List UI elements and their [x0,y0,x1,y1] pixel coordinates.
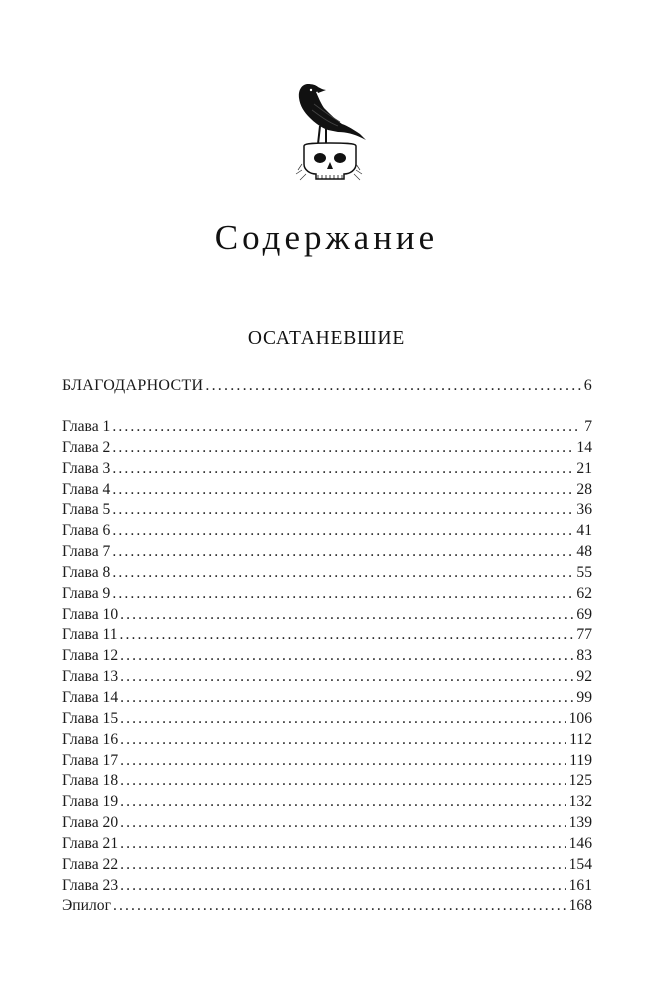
toc-chapters [62,417,592,917]
toc-entry[interactable] [62,771,592,792]
toc-entry-page: 106 [568,709,592,727]
toc-entry-page: 55 [576,563,592,581]
toc-entry-label: БЛАГОДАРНОСТИ [62,377,204,394]
toc-entry-page: 161 [568,876,592,894]
toc-entry[interactable] [62,646,592,667]
toc-entry-page: 112 [569,730,592,748]
dot-leader [112,417,581,438]
toc-entry[interactable] [62,605,592,626]
toc-entry-label: Глава 8 [62,563,111,581]
dot-leader [120,792,565,813]
toc-entry-page: 48 [576,543,592,561]
toc-entry[interactable] [62,855,592,876]
toc-entry-page: 69 [576,605,592,623]
toc-entry-page: 92 [576,668,592,686]
toc-entry[interactable] [62,438,592,459]
dot-leader [120,688,573,709]
toc-entry-page: 14 [576,438,592,456]
toc-entry[interactable] [62,417,592,438]
dot-leader [120,876,565,897]
toc-entry-page: 6 [583,377,592,394]
toc-entry-page: 146 [568,834,592,852]
toc-entry-label: Глава 9 [62,584,111,602]
toc-entry[interactable] [62,563,592,584]
toc-entry-label: Глава 23 [62,876,119,894]
toc-entry[interactable] [62,584,592,605]
toc-entry[interactable] [62,730,592,751]
toc-entry-page: 36 [576,501,592,519]
dot-leader [120,730,566,751]
dot-leader [112,480,573,501]
page-title: Содержание [214,218,439,257]
toc-entry-page: 125 [568,772,592,790]
toc-entry-label: Глава 19 [62,793,119,811]
dot-leader [112,438,573,459]
dot-leader [120,751,566,772]
toc-entry-page: 168 [568,897,592,915]
toc-entry-label: Глава 7 [62,543,111,561]
toc-entry[interactable] [62,459,592,480]
toc-entry-page: 28 [576,480,592,498]
toc-entry-label: Глава 18 [62,772,119,790]
dot-leader [112,521,573,542]
dot-leader [112,584,573,605]
toc-entry-label: Глава 1 [62,418,111,435]
toc-entry-page: 154 [568,855,592,873]
toc-entry-label: Глава 21 [62,834,119,852]
toc-entry-epilogue[interactable] [62,896,592,917]
toc-entry-label: Глава 16 [62,730,119,748]
toc-entry-label: Глава 22 [62,855,119,873]
toc-entry-label: Глава 6 [62,522,111,540]
toc-entry-label: Глава 14 [62,688,119,706]
toc-entry[interactable] [62,751,592,772]
toc-entry-page: 132 [568,793,592,811]
toc-entry-label: Глава 20 [62,814,119,832]
toc-entry-label: Глава 12 [62,647,119,665]
dot-leader [120,709,565,730]
toc-entry-label: Эпилог [62,897,111,915]
dot-leader [120,605,573,626]
toc-entry-page: 99 [576,688,592,706]
toc-entry[interactable] [62,792,592,813]
toc-entry-label: Глава 3 [62,459,111,477]
toc-entry-page: 62 [576,584,592,602]
toc-entry[interactable] [62,625,592,646]
toc-entry[interactable] [62,688,592,709]
toc-entry[interactable] [62,480,592,501]
toc-entry[interactable] [62,521,592,542]
toc-front-matter [62,374,592,398]
toc-entry[interactable] [62,813,592,834]
toc-entry[interactable] [62,542,592,563]
section-title: ОСАТАНЕВШИЕ [247,328,406,349]
toc-entry-label: Глава 5 [62,501,111,519]
dot-leader [120,834,565,855]
dot-leader [112,459,573,480]
dot-leader [112,542,573,563]
dot-leader [120,625,574,646]
dot-leader [112,563,573,584]
dot-leader [120,855,565,876]
toc-entry-label: Глава 10 [62,605,119,623]
toc-entry-label: Глава 13 [62,668,119,686]
toc-entry-label: Глава 11 [62,626,118,644]
toc-entry-page: 7 [584,418,592,435]
toc-entry-page: 119 [569,751,592,769]
toc-entry-page: 83 [576,647,592,665]
toc-entry-label: Глава 2 [62,438,111,456]
dot-leader [120,646,573,667]
toc-entry-page: 41 [576,522,592,540]
toc-entry-label: Глава 17 [62,751,119,769]
toc-entry-label: Глава 4 [62,480,111,498]
toc-entry[interactable] [62,709,592,730]
dot-leader [113,896,566,917]
dot-leader [205,374,580,398]
toc-entry[interactable] [62,667,592,688]
toc-entry-page: 77 [576,626,592,644]
toc-entry[interactable] [62,876,592,897]
toc-entry[interactable] [62,500,592,521]
dot-leader [112,500,573,521]
dot-leader [120,771,565,792]
toc-entry-acknowledgements[interactable] [62,374,592,398]
toc-entry-label: Глава 15 [62,709,119,727]
toc-entry-page: 139 [568,814,592,832]
dot-leader [120,667,573,688]
dot-leader [120,813,565,834]
toc-entry-page: 21 [576,459,592,477]
toc-entry[interactable] [62,834,592,855]
raven-on-skull-icon [290,74,370,184]
